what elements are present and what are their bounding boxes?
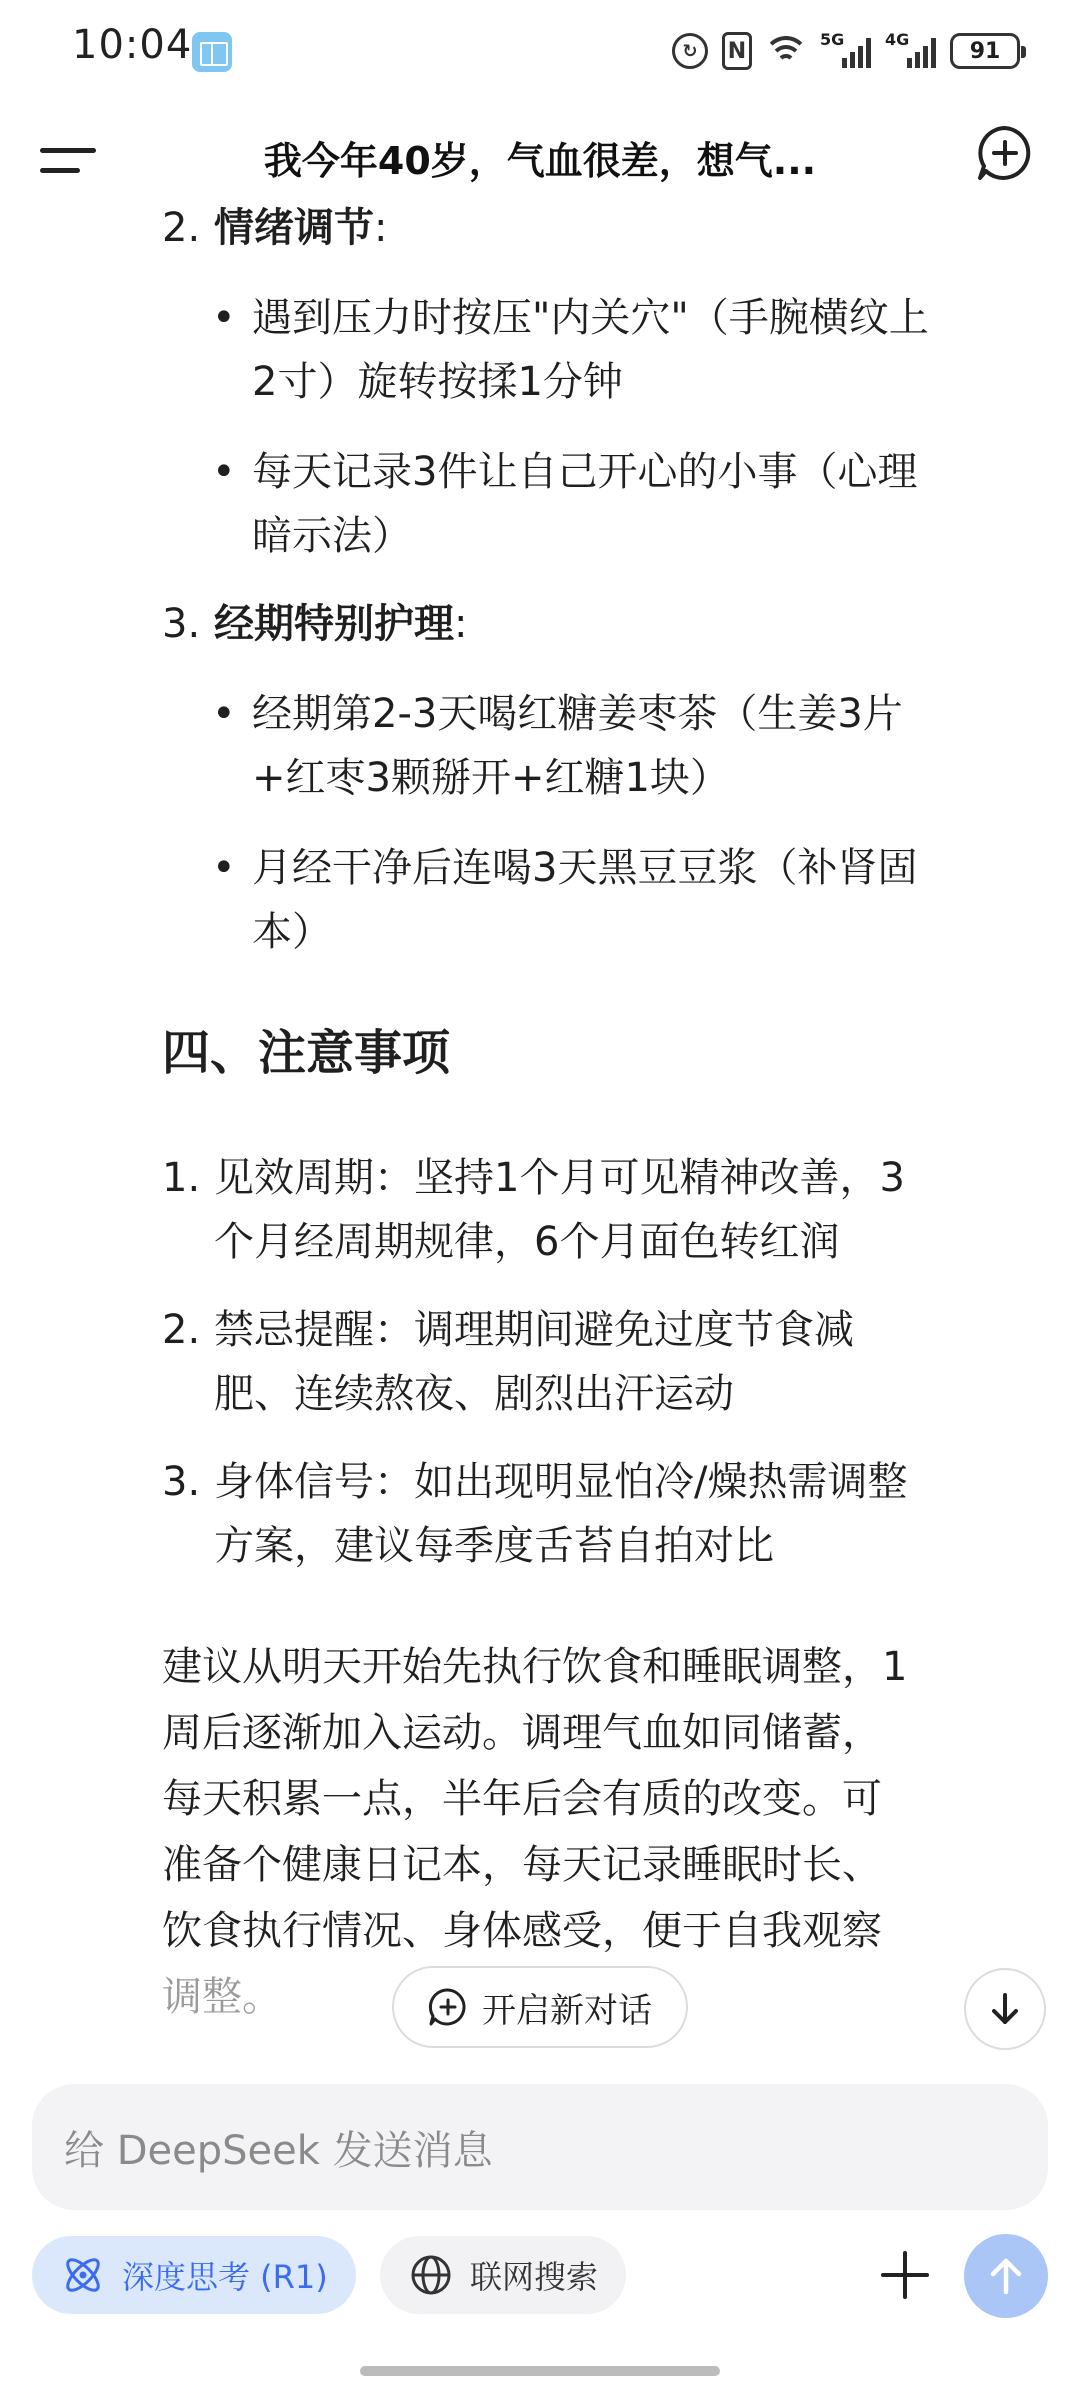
section-heading: 四、注意事项	[162, 1025, 451, 1081]
list-number: 3.	[162, 1459, 201, 1505]
bullet-text: 月经干净后连喝3天黑豆豆浆（补肾固	[252, 845, 918, 891]
paragraph-line: 建议从明天开始先执行饮食和睡眠调整，1	[162, 1644, 908, 1690]
colon: :	[374, 205, 388, 251]
arrow-up-icon	[984, 2254, 1028, 2298]
attach-button[interactable]	[870, 2236, 940, 2314]
scroll-down-button[interactable]	[964, 1968, 1046, 2050]
bullet-text: 2寸）旋转按揉1分钟	[252, 359, 623, 405]
new-chat-label: 开启新对话	[482, 1990, 652, 2031]
note-text: 个月经周期规律，6个月面色转红润	[214, 1219, 840, 1265]
arrow-down-icon	[985, 1989, 1025, 2029]
bullet-icon: •	[212, 691, 236, 737]
colon: :	[454, 601, 468, 647]
book-app-icon	[192, 32, 232, 72]
bullet-text: 暗示法）	[252, 513, 412, 559]
web-search-label: 联网搜索	[470, 2258, 599, 2296]
deep-think-label: 深度思考 (R1)	[122, 2258, 328, 2296]
status-icons	[672, 28, 1020, 74]
atom-icon	[60, 2252, 106, 2298]
note-text: 肥、连续熬夜、剧烈出汗运动	[214, 1371, 734, 1417]
list-number: 2.	[162, 205, 201, 251]
new-chat-icon[interactable]	[976, 124, 1034, 182]
paragraph-line: 调整。	[162, 1974, 282, 2020]
bullet-icon: •	[212, 845, 236, 891]
bullet-text: 每天记录3件让自己开心的小事（心理	[252, 449, 918, 495]
new-chat-button[interactable]	[392, 1966, 688, 2048]
battery-icon	[950, 33, 1020, 69]
list-item-3	[162, 592, 467, 656]
note-item-2	[162, 1298, 854, 1362]
hd-call-icon: ↻	[672, 33, 708, 69]
status-bar	[0, 0, 1080, 110]
paragraph-line: 每天积累一点，半年后会有质的改变。可	[162, 1776, 882, 1822]
note-text: 方案，建议每季度舌苔自拍对比	[214, 1523, 774, 1569]
status-time: 10:04	[72, 22, 193, 68]
list-item-title: 经期特别护理	[214, 601, 454, 647]
bullet-icon: •	[212, 449, 236, 495]
deep-think-toggle[interactable]	[32, 2236, 356, 2314]
list-number: 1.	[162, 1155, 201, 1201]
note-text: 禁忌提醒：调理期间避免过度节食减	[214, 1307, 854, 1353]
note-text: 身体信号：如出现明显怕冷/燥热需调整	[214, 1459, 908, 1505]
nfc-icon: N	[722, 32, 752, 70]
note-text: 见效周期：坚持1个月可见精神改善，3	[214, 1155, 905, 1201]
globe-icon	[408, 2252, 454, 2298]
send-button[interactable]	[964, 2234, 1048, 2318]
list-number: 3.	[162, 601, 201, 647]
list-item-2	[162, 196, 387, 260]
paragraph-line: 周后逐渐加入运动。调理气血如同储蓄，	[162, 1710, 882, 1756]
message-input[interactable]	[32, 2084, 1048, 2210]
chat-header	[0, 110, 1080, 210]
list-number: 2.	[162, 1307, 201, 1353]
paragraph-line: 饮食执行情况、身体感受，便于自我观察	[162, 1908, 882, 1954]
bullet-icon: •	[212, 295, 236, 341]
signal-5g-icon: 5G	[820, 34, 871, 68]
wifi-icon	[766, 34, 806, 68]
battery-level: 91	[969, 38, 1001, 64]
new-chat-icon	[428, 1987, 468, 2027]
page-title: 我今年40岁，气血很差，想气...	[263, 139, 817, 183]
web-search-toggle[interactable]	[380, 2236, 626, 2314]
note-item-3	[162, 1450, 907, 1514]
signal-4g-icon: 4G	[885, 34, 936, 68]
bullet-text: 经期第2-3天喝红糖姜枣茶（生姜3片	[252, 691, 903, 737]
message-input-placeholder: 给 DeepSeek 发送消息	[64, 2127, 493, 2174]
plus-icon	[879, 2249, 931, 2301]
home-indicator[interactable]	[360, 2366, 720, 2376]
bullet-text: 遇到压力时按压"内关穴"（手腕横纹上	[252, 295, 929, 341]
list-item-title: 情绪调节	[214, 205, 374, 251]
bullet-text: 本）	[252, 909, 332, 955]
bullet-text: +红枣3颗掰开+红糖1块）	[252, 755, 730, 801]
note-item-1	[162, 1146, 905, 1210]
paragraph-line: 准备个健康日记本，每天记录睡眠时长、	[162, 1842, 882, 1888]
